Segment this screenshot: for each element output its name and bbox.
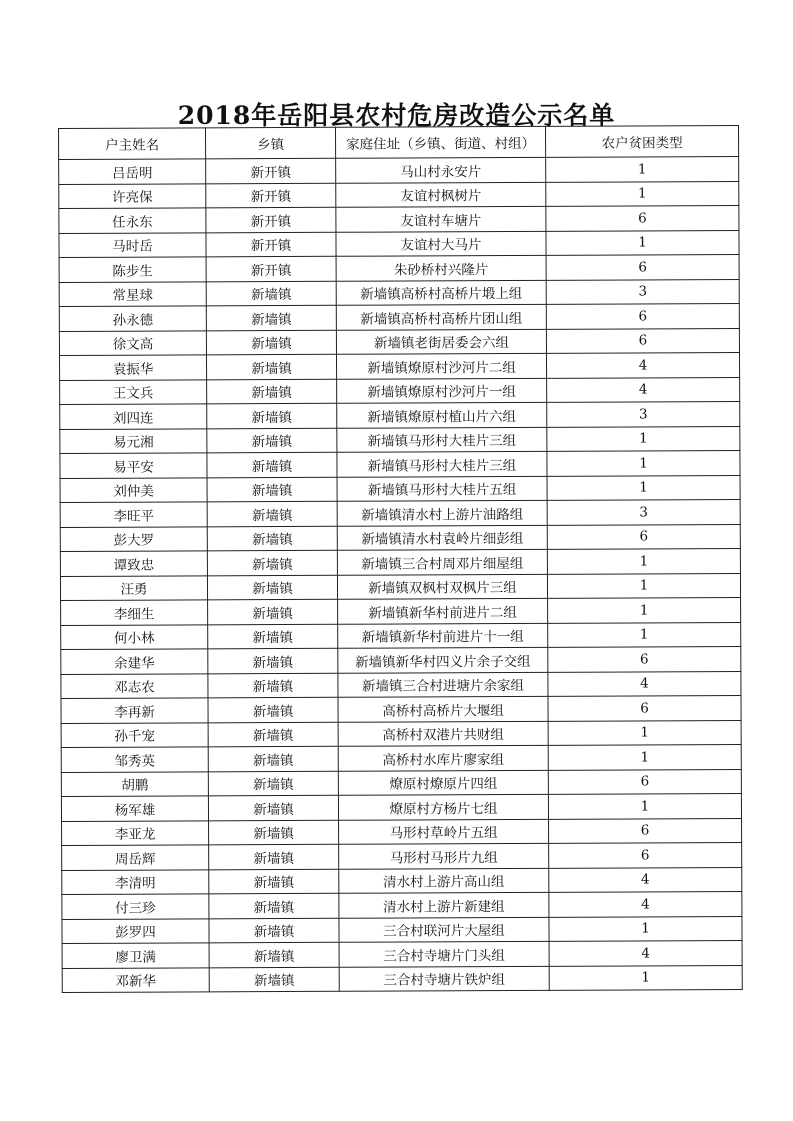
home-address-cell: 马形村马形片九组 xyxy=(339,843,549,868)
township-cell: 新墙镇 xyxy=(207,526,337,551)
township-cell: 新开镇 xyxy=(206,256,336,281)
table-row xyxy=(59,181,739,208)
poverty-type-cell: 1 xyxy=(547,573,740,598)
home-address-cell: 新墙镇新华村前进片二组 xyxy=(338,598,548,623)
township-cell: 新墙镇 xyxy=(206,305,336,330)
poverty-type-cell: 1 xyxy=(549,916,742,941)
table-row xyxy=(60,549,740,576)
poverty-type-cell: 4 xyxy=(548,671,741,696)
table-row xyxy=(59,230,739,257)
home-address-cell: 新墙镇三合村周邓片细屋组 xyxy=(337,549,547,574)
home-address-cell: 新墙镇燎原村植山片六组 xyxy=(337,402,547,427)
table-row xyxy=(60,500,740,527)
home-address-cell: 友谊村枫树片 xyxy=(336,182,546,207)
householder-name-cell: 彭大罗 xyxy=(60,526,207,551)
poverty-type-cell: 6 xyxy=(546,328,739,353)
table-row xyxy=(60,426,740,453)
home-address-cell: 新墙镇清水村袁岭片细彭组 xyxy=(337,525,547,550)
township-cell: 新墙镇 xyxy=(207,428,337,453)
table-row xyxy=(62,965,742,992)
township-cell: 新墙镇 xyxy=(209,844,339,869)
table-row xyxy=(59,328,739,355)
home-address-cell: 新墙镇燎原村沙河片二组 xyxy=(336,353,546,378)
township-cell: 新墙镇 xyxy=(208,599,338,624)
home-address-cell: 燎原村燎原片四组 xyxy=(338,770,548,795)
poverty-type-cell: 1 xyxy=(547,451,740,476)
home-address-cell: 新墙镇新华村四义片余子交组 xyxy=(338,647,548,672)
township-cell: 新开镇 xyxy=(206,232,336,257)
householder-name-cell: 袁振华 xyxy=(59,355,206,380)
township-cell: 新墙镇 xyxy=(209,967,339,992)
householder-name-cell: 周岳辉 xyxy=(62,845,209,870)
township-cell: 新墙镇 xyxy=(208,795,338,820)
column-header-householder-name: 户主姓名 xyxy=(59,128,206,160)
table-row xyxy=(60,573,740,600)
township-cell: 新墙镇 xyxy=(209,942,339,967)
township-cell: 新墙镇 xyxy=(208,673,338,698)
home-address-cell: 新墙镇清水村上游片油路组 xyxy=(337,500,547,525)
poverty-type-cell: 1 xyxy=(548,720,741,745)
table-row xyxy=(60,377,740,404)
poverty-type-cell: 6 xyxy=(546,206,739,231)
home-address-cell: 友谊村大马片 xyxy=(336,231,546,256)
township-cell: 新墙镇 xyxy=(207,550,337,575)
poverty-type-cell: 1 xyxy=(547,426,740,451)
township-cell: 新墙镇 xyxy=(208,624,338,649)
table-row xyxy=(61,696,741,723)
home-address-cell: 马形村草岭片五组 xyxy=(339,819,549,844)
township-cell: 新墙镇 xyxy=(208,722,338,747)
home-address-cell: 新墙镇马形村大桂片三组 xyxy=(337,451,547,476)
householder-name-cell: 李清明 xyxy=(62,869,209,894)
table-row xyxy=(60,524,740,551)
table-row xyxy=(61,598,741,625)
home-address-cell: 新墙镇马形村大桂片三组 xyxy=(337,427,547,452)
poverty-type-cell: 1 xyxy=(546,181,739,206)
home-address-cell: 新墙镇新华村前进片十一组 xyxy=(338,623,548,648)
home-address-cell: 友谊村车塘片 xyxy=(336,206,546,231)
home-address-cell: 清水村上游片新建组 xyxy=(339,892,549,917)
table-row xyxy=(59,255,739,282)
table-body xyxy=(59,157,743,993)
poverty-type-cell: 6 xyxy=(549,843,742,868)
householder-name-cell: 廖卫满 xyxy=(62,943,209,968)
home-address-cell: 新墙镇马形村大桂片五组 xyxy=(337,476,547,501)
table-row xyxy=(60,402,740,429)
householder-name-cell: 李亚龙 xyxy=(62,820,209,845)
poverty-type-cell: 3 xyxy=(547,402,740,427)
householder-name-cell: 汪勇 xyxy=(60,575,207,600)
column-header-township: 乡镇 xyxy=(206,127,336,159)
township-cell: 新墙镇 xyxy=(207,477,337,502)
township-cell: 新墙镇 xyxy=(207,379,337,404)
householder-name-cell: 任永东 xyxy=(59,208,206,233)
householder-name-cell: 陈步生 xyxy=(59,257,206,282)
poverty-type-cell: 4 xyxy=(546,353,739,378)
householder-name-cell: 孙千宠 xyxy=(61,722,208,747)
householder-name-cell: 李再新 xyxy=(61,698,208,723)
poverty-type-cell: 1 xyxy=(548,622,741,647)
householder-name-cell: 李细生 xyxy=(61,600,208,625)
householder-name-cell: 徐文高 xyxy=(59,330,206,355)
householder-name-cell: 马时岳 xyxy=(59,232,206,257)
township-cell: 新墙镇 xyxy=(209,820,339,845)
table-row xyxy=(62,892,742,919)
householder-name-cell: 邓新华 xyxy=(62,967,209,992)
township-cell: 新墙镇 xyxy=(206,354,336,379)
poverty-type-cell: 1 xyxy=(547,475,740,500)
column-header-poverty-type: 农户贫困类型 xyxy=(545,126,738,158)
township-cell: 新开镇 xyxy=(206,207,336,232)
poverty-type-cell: 1 xyxy=(549,965,742,990)
township-cell: 新墙镇 xyxy=(208,697,338,722)
table-row xyxy=(61,720,741,747)
township-cell: 新墙镇 xyxy=(208,648,338,673)
poverty-type-cell: 4 xyxy=(547,377,740,402)
table-row xyxy=(62,818,742,845)
poverty-type-cell: 4 xyxy=(549,892,742,917)
householder-name-cell: 邓志农 xyxy=(61,673,208,698)
table-row xyxy=(59,279,739,306)
township-cell: 新墙镇 xyxy=(207,501,337,526)
householder-name-cell: 杨军雄 xyxy=(61,796,208,821)
table-row xyxy=(62,867,742,894)
poverty-type-cell: 4 xyxy=(549,941,742,966)
table-row xyxy=(61,671,741,698)
householder-name-cell: 王文兵 xyxy=(60,379,207,404)
housing-renovation-table xyxy=(58,125,743,993)
table-row xyxy=(62,843,742,870)
home-address-cell: 新墙镇双枫村双枫片三组 xyxy=(337,574,547,599)
table-row xyxy=(59,206,739,233)
householder-name-cell: 李旺平 xyxy=(60,502,207,527)
table-row xyxy=(62,941,742,968)
home-address-cell: 高桥村高桥片大堰组 xyxy=(338,696,548,721)
township-cell: 新墙镇 xyxy=(206,281,336,306)
home-address-cell: 马山村永安片 xyxy=(336,157,546,182)
poverty-type-cell: 1 xyxy=(548,745,741,770)
home-address-cell: 三合村联河片大屋组 xyxy=(339,917,549,942)
table-row xyxy=(60,451,740,478)
householder-name-cell: 邹秀英 xyxy=(61,747,208,772)
table-row xyxy=(60,475,740,502)
table-row xyxy=(61,794,741,821)
table-row xyxy=(62,916,742,943)
township-cell: 新墙镇 xyxy=(208,771,338,796)
township-cell: 新墙镇 xyxy=(207,403,337,428)
poverty-type-cell: 1 xyxy=(548,794,741,819)
home-address-cell: 高桥村双港片共财组 xyxy=(338,721,548,746)
home-address-cell: 新墙镇三合村进塘片余家组 xyxy=(338,672,548,697)
poverty-type-cell: 6 xyxy=(546,304,739,329)
poverty-type-cell: 4 xyxy=(549,867,742,892)
householder-name-cell: 吕岳明 xyxy=(59,159,206,184)
householder-name-cell: 许亮保 xyxy=(59,183,206,208)
householder-name-cell: 常星球 xyxy=(59,281,206,306)
home-address-cell: 新墙镇老街居委会六组 xyxy=(336,329,546,354)
poverty-type-cell: 1 xyxy=(546,157,739,182)
home-address-cell: 三合村寺塘片门头组 xyxy=(339,941,549,966)
poverty-type-cell: 3 xyxy=(546,279,739,304)
poverty-type-cell: 1 xyxy=(547,549,740,574)
householder-name-cell: 余建华 xyxy=(61,649,208,674)
householder-name-cell: 易平安 xyxy=(60,453,207,478)
householder-name-cell: 刘仲美 xyxy=(60,477,207,502)
poverty-type-cell: 6 xyxy=(546,255,739,280)
table-row xyxy=(61,769,741,796)
township-cell: 新墙镇 xyxy=(207,575,337,600)
poverty-type-cell: 6 xyxy=(547,524,740,549)
table-row xyxy=(59,353,739,380)
householder-name-cell: 谭致忠 xyxy=(60,551,207,576)
township-cell: 新墙镇 xyxy=(208,746,338,771)
poverty-type-cell: 3 xyxy=(547,500,740,525)
home-address-cell: 清水村上游片高山组 xyxy=(339,868,549,893)
table-row xyxy=(61,647,741,674)
home-address-cell: 三合村寺塘片铁炉组 xyxy=(339,966,549,991)
township-cell: 新墙镇 xyxy=(209,893,339,918)
column-header-home-address: 家庭住址（乡镇、街道、村组） xyxy=(335,126,545,158)
poverty-type-cell: 6 xyxy=(548,696,741,721)
table-row xyxy=(59,304,739,331)
home-address-cell: 燎原村方杨片七组 xyxy=(338,794,548,819)
table-row xyxy=(61,745,741,772)
poverty-type-cell: 6 xyxy=(548,769,741,794)
householder-name-cell: 易元湘 xyxy=(60,428,207,453)
householder-name-cell: 彭罗四 xyxy=(62,918,209,943)
poverty-type-cell: 6 xyxy=(549,818,742,843)
township-cell: 新墙镇 xyxy=(206,330,336,355)
township-cell: 新墙镇 xyxy=(209,918,339,943)
householder-name-cell: 刘四连 xyxy=(60,404,207,429)
township-cell: 新开镇 xyxy=(206,183,336,208)
householder-name-cell: 付三珍 xyxy=(62,894,209,919)
township-cell: 新墙镇 xyxy=(207,452,337,477)
householder-name-cell: 胡鹏 xyxy=(61,771,208,796)
table-row xyxy=(59,157,739,184)
householder-name-cell: 孙永德 xyxy=(59,306,206,331)
poverty-type-cell: 1 xyxy=(548,598,741,623)
home-address-cell: 新墙镇高桥村高桥片团山组 xyxy=(336,304,546,329)
page-title: 2018年岳阳县农村危房改造公示名单 xyxy=(177,101,616,130)
poverty-type-cell: 6 xyxy=(548,647,741,672)
home-address-cell: 朱砂桥村兴隆片 xyxy=(336,255,546,280)
home-address-cell: 新墙镇高桥村高桥片塅上组 xyxy=(336,280,546,305)
table-row xyxy=(61,622,741,649)
township-cell: 新墙镇 xyxy=(209,869,339,894)
householder-name-cell: 何小林 xyxy=(61,624,208,649)
poverty-type-cell: 1 xyxy=(546,230,739,255)
table-header-row xyxy=(59,126,739,160)
home-address-cell: 新墙镇燎原村沙河片一组 xyxy=(337,378,547,403)
home-address-cell: 高桥村水库片廖家组 xyxy=(338,745,548,770)
township-cell: 新开镇 xyxy=(206,158,336,183)
